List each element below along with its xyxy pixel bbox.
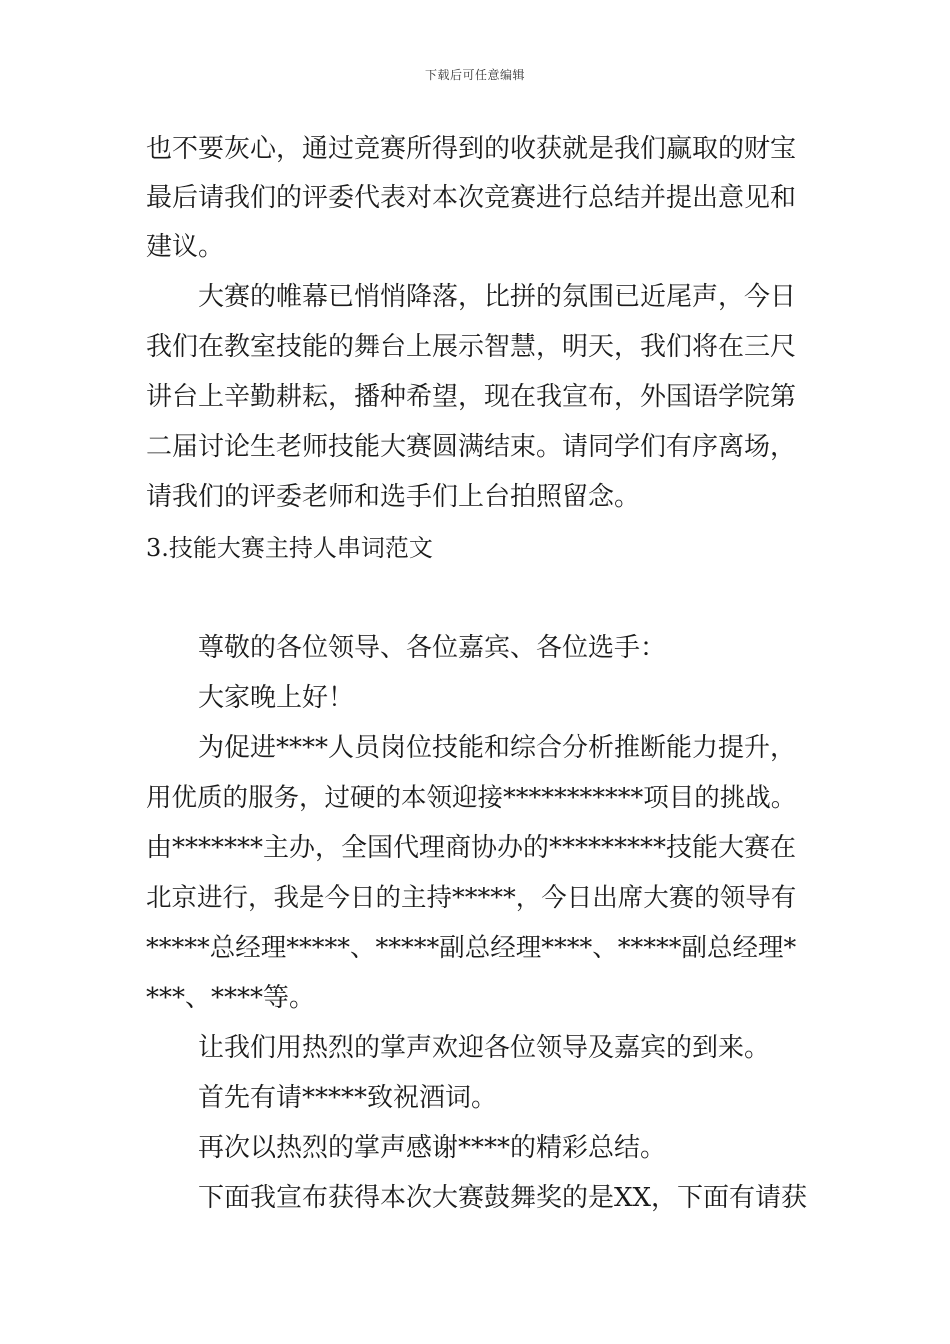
- body-line: 北京进行，我是今日的主持*****，今日出席大赛的领导有: [146, 883, 797, 913]
- body-line: 也不要灰心，通过竞赛所得到的收获就是我们赢取的财宝: [146, 134, 797, 164]
- body-line: 下面我宣布获得本次大赛鼓舞奖的是XX，下面有请获: [198, 1183, 808, 1213]
- body-line: 最后请我们的评委代表对本次竞赛进行总结并提出意见和: [146, 183, 797, 213]
- page-header: 下载后可任意编辑: [424, 68, 525, 82]
- body-line: 首先有请*****致祝酒词。: [198, 1083, 498, 1113]
- body-line: 我们在教室技能的舞台上展示智慧，明天，我们将在三尺: [146, 332, 797, 362]
- body-line: 尊敬的各位领导、各位嘉宾、各位选手：: [198, 633, 667, 663]
- body-line: 让我们用热烈的掌声欢迎各位领导及嘉宾的到来。: [198, 1033, 771, 1063]
- body-line: 由*******主办，全国代理商协办的*********技能大赛在: [146, 833, 797, 863]
- body-line: 建议。: [146, 232, 225, 262]
- body-line: 讲台上辛勤耕耘，播种希望，现在我宣布，外国语学院第: [146, 382, 797, 412]
- body-line: 二届讨论生老师技能大赛圆满结束。请同学们有序离场，: [146, 432, 797, 462]
- body-line: 大赛的帷幕已悄悄降落，比拼的氛围已近尾声，今日: [198, 282, 797, 312]
- body-line: ***、****等。: [146, 983, 316, 1013]
- body-line: 用优质的服务，过硬的本领迎接***********项目的挑战。: [146, 783, 797, 813]
- body-line: 请我们的评委老师和选手们上台拍照留念。: [146, 482, 641, 512]
- section-heading: 3.技能大赛主持人串词范文: [146, 534, 433, 562]
- body-line: 再次以热烈的掌声感谢****的精彩总结。: [198, 1133, 667, 1163]
- body-line: 大家晚上好！: [198, 683, 355, 713]
- body-line: 为促进****人员岗位技能和综合分析推断能力提升，: [198, 733, 797, 763]
- body-line: *****总经理*****、*****副总经理****、*****副总经理*: [146, 933, 797, 963]
